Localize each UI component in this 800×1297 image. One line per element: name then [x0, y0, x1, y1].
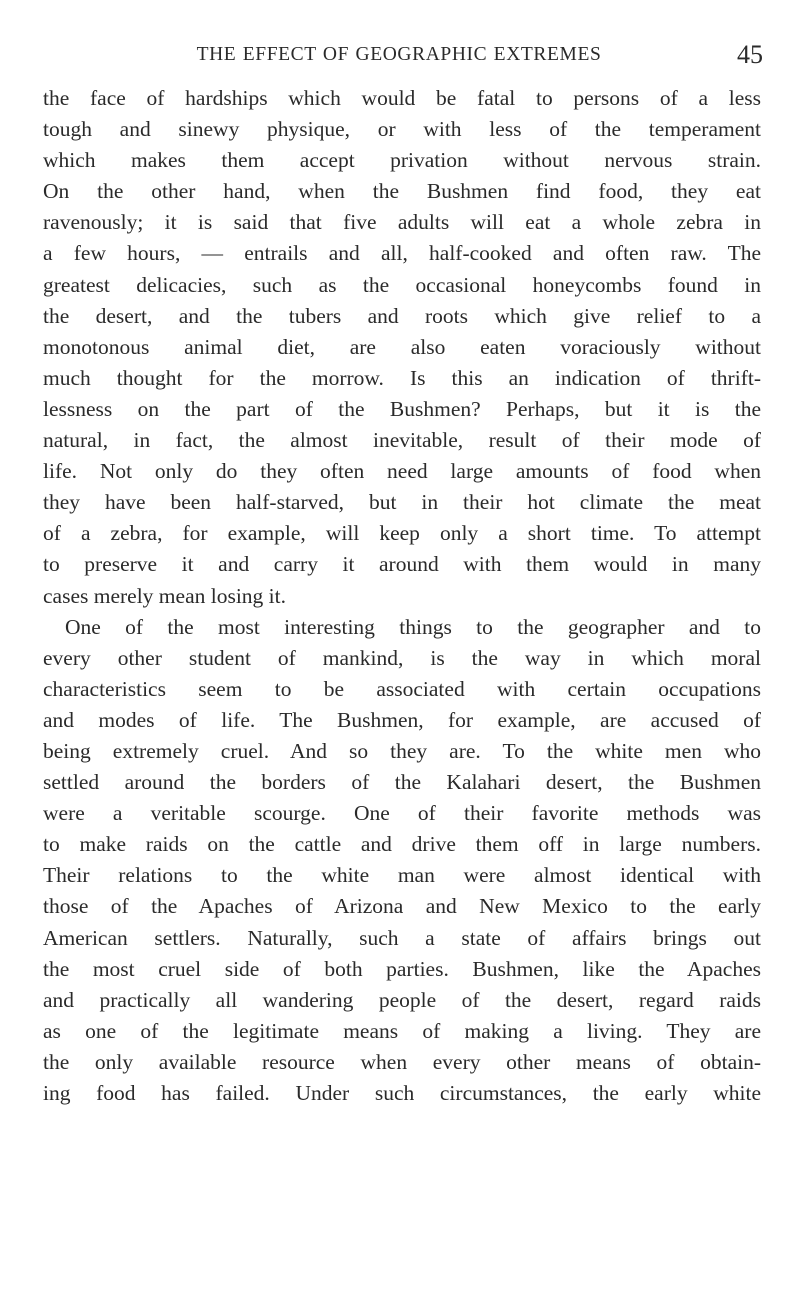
text-line: as one of the legitimate means of making a living. They are [43, 1018, 761, 1043]
text-line: lessness on the part of the Bushmen? Perhaps, but it is the [43, 396, 761, 421]
text-line: the desert, and the tubers and roots which give relief to a [43, 303, 761, 328]
text-line: being extremely cruel. And so they are. To the white men who [43, 738, 761, 763]
text-line: greatest delicacies, such as the occasional honeycombs found in [43, 272, 761, 297]
text-line: much thought for the morrow. Is this an indication of thrift- [43, 365, 761, 390]
text-line: to make raids on the cattle and drive them off in large numbers. [43, 832, 761, 857]
text-line: of a zebra, for example, will keep only a short time. To attempt [43, 521, 761, 546]
text-line: ravenously; it is said that five adults will eat a whole zebra in [43, 210, 761, 235]
running-head: THE EFFECT OF GEOGRAPHIC EXTREMES [196, 44, 602, 65]
text-line: tough and sinewy physique, or with less of the temperament [43, 117, 761, 142]
text-line: every other student of mankind, is the way in which moral [43, 645, 761, 670]
text-line: monotonous animal diet, are also eaten voraciously without [43, 334, 761, 359]
text-line: Their relations to the white man were almost identical with [43, 863, 761, 888]
text-line: to preserve it and carry it around with them would in many [43, 552, 761, 577]
text-line: characteristics seem to be associated with certain occupations [43, 676, 761, 701]
paragraph-2 [43, 612, 761, 1110]
text-line: the most cruel side of both parties. Bushmen, like the Apaches [43, 956, 761, 981]
text-line: On the other hand, when the Bushmen find food, they eat [43, 179, 761, 204]
text-line: the face of hardships which would be fatal to persons of a less [43, 86, 761, 110]
text-line: American settlers. Naturally, such a state of affairs brings out [43, 925, 761, 950]
text-line: ing food has failed. Under such circumstances, the early white [43, 1081, 761, 1105]
text-line: were a veritable scourge. One of their favorite methods was [43, 801, 761, 826]
text-line: and practically all wandering people of the desert, regard raids [43, 987, 761, 1012]
text-line: those of the Apaches of Arizona and New Mexico to the early [43, 894, 761, 919]
paragraph-1 [43, 83, 761, 612]
text-line: they have been half-starved, but in their hot climate the meat [43, 490, 761, 515]
text-line: the only available resource when every other means of obtain- [43, 1049, 761, 1074]
text-line: which makes them accept privation without nervous strain. [43, 148, 761, 173]
text-line: a few hours, — entrails and all, half-cooked and often raw. The [43, 241, 761, 266]
text-line: One of the most interesting things to the geographer and to [65, 614, 761, 639]
body-text [43, 83, 761, 1109]
text-line: settled around the borders of the Kalahari desert, the Bushmen [43, 770, 761, 795]
text-line: and modes of life. The Bushmen, for example, are accused of [43, 707, 761, 732]
page-number: 45 [737, 40, 763, 69]
text-line: natural, in fact, the almost inevitable, result of their mode of [43, 428, 761, 453]
text-line: life. Not only do they often need large amounts of food when [43, 459, 761, 484]
text-line: cases merely mean losing it. [43, 583, 286, 608]
